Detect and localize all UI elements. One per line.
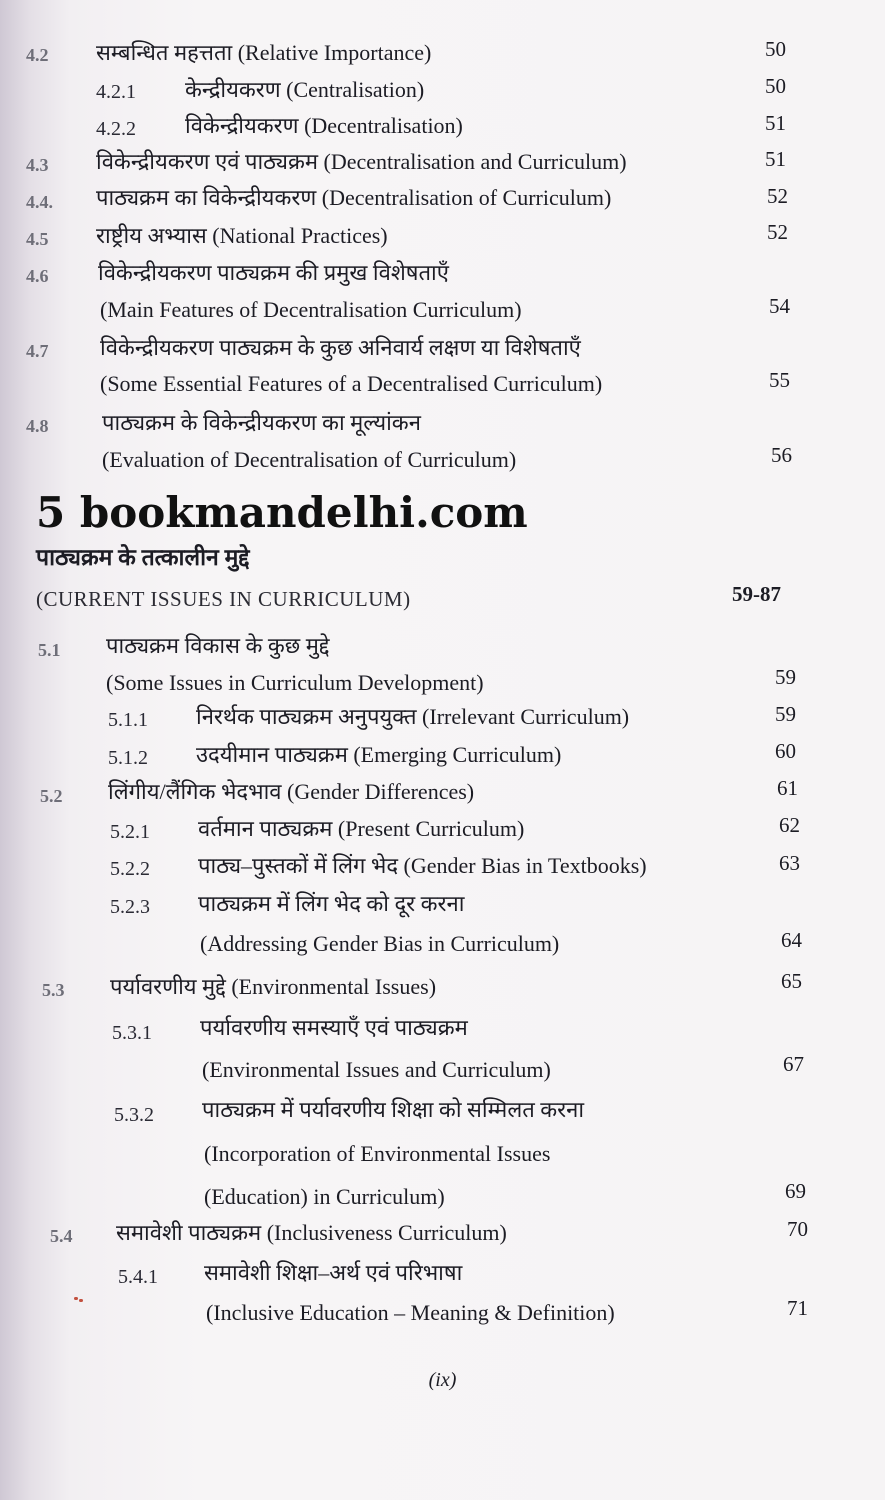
entry-page: 51 [765, 111, 786, 135]
entry-title-english: (Education) in Curriculum) [204, 1184, 445, 1209]
entry-title: उदयीमान पाठ्यक्रम (Emerging Curriculum) [196, 742, 562, 767]
chapter-page-range: 59-87 [732, 582, 781, 606]
entry-page: 61 [777, 776, 798, 800]
entry-title: पाठ्यक्रम के विकेन्द्रीयकरण का मूल्यांकन [102, 410, 421, 435]
entry-number: 4.5 [26, 229, 49, 249]
entry-page: 51 [765, 147, 786, 171]
entry-title: विकेन्द्रीयकरण एवं पाठ्यक्रम (Decentralisation and Curriculum) [96, 149, 627, 174]
entry-title: पाठ्य–पुस्तकों में लिंग भेद (Gender Bias in Textbooks) [198, 853, 647, 878]
entry-title: सम्बन्धित महत्तता (Relative Importance) [96, 40, 432, 65]
entry-title: पाठ्यक्रम विकास के कुछ मुद्दे [106, 633, 330, 658]
entry-title: पर्यावरणीय मुद्दे (Environmental Issues) [110, 974, 437, 999]
entry-page: 56 [771, 443, 792, 467]
entry-subnumber: 5.3.2 [114, 1104, 154, 1126]
entry-title-english: (Main Features of Decentralisation Curriculum) [100, 297, 522, 322]
entry-title-english: (Addressing Gender Bias in Curriculum) [200, 931, 560, 956]
entry-page: 69 [785, 1179, 806, 1203]
entry-page: 65 [781, 969, 802, 993]
entry-number: 4.6 [26, 266, 49, 286]
entry-title: वर्तमान पाठ्यक्रम (Present Curriculum) [198, 816, 525, 841]
entry-page: 50 [765, 74, 786, 98]
entry-title: राष्ट्रीय अभ्यास (National Practices) [96, 223, 388, 248]
entry-number: 5.2 [40, 786, 63, 806]
entry-number: 4.2 [26, 45, 49, 65]
entry-title: विकेन्द्रीयकरण पाठ्यक्रम के कुछ अनिवार्य लक्षण या विशेषताएँ [100, 335, 581, 360]
page-folio: (ix) [428, 1369, 457, 1391]
entry-number: 5.4 [50, 1226, 73, 1246]
entry-title: समावेशी शिक्षा–अर्थ एवं परिभाषा [204, 1260, 463, 1285]
entry-page: 52 [767, 184, 788, 208]
entry-title: लिंगीय/लैंगिक भेदभाव (Gender Differences) [108, 779, 475, 804]
entry-subnumber: 4.2.1 [96, 81, 136, 103]
entry-subnumber: 5.1.2 [108, 747, 148, 769]
entry-page: 55 [769, 368, 790, 392]
entry-title-english: (Some Essential Features of a Decentralised Curriculum) [100, 371, 603, 396]
entry-page: 52 [767, 220, 788, 244]
entry-title: पाठ्यक्रम में लिंग भेद को दूर करना [198, 891, 465, 916]
entry-title: पाठ्यक्रम का विकेन्द्रीयकरण (Decentralisation of Curriculum) [96, 185, 612, 210]
entry-subnumber: 5.2.2 [110, 858, 150, 880]
entry-subnumber: 5.3.1 [112, 1022, 152, 1044]
entry-page: 50 [765, 37, 786, 61]
entry-title: पाठ्यक्रम में पर्यावरणीय शिक्षा को सम्मिलत करना [202, 1097, 585, 1122]
entry-title: विकेन्द्रीयकरण पाठ्यक्रम की प्रमुख विशेषताएँ [98, 260, 449, 285]
entry-number: 4.3 [26, 155, 49, 175]
entry-page: 60 [775, 739, 796, 763]
entry-subnumber: 4.2.2 [96, 118, 136, 140]
entry-title: केन्द्रीयकरण (Centralisation) [185, 77, 425, 102]
entry-subnumber: 5.2.1 [110, 821, 150, 843]
entry-title-english: (Some Issues in Curriculum Development) [106, 670, 484, 695]
entry-number: 5.1 [38, 640, 61, 660]
entry-page: 62 [779, 813, 800, 837]
entry-page: 59 [775, 665, 796, 689]
entry-title: निरर्थक पाठ्यक्रम अनुपयुक्त (Irrelevant Curriculum) [196, 704, 630, 729]
entry-subnumber: 5.1.1 [108, 709, 148, 731]
chapter-title-english: (CURRENT ISSUES IN CURRICULUM) [36, 587, 411, 611]
entry-number: 4.8 [26, 416, 49, 436]
entry-title: पर्यावरणीय समस्याएँ एवं पाठ्यक्रम [200, 1015, 468, 1040]
entry-page: 67 [783, 1052, 804, 1076]
entry-number: 4.7 [26, 341, 49, 361]
entry-page: 64 [781, 928, 802, 952]
entry-number: 4.4. [26, 192, 53, 212]
entry-title-english: (Incorporation of Environmental Issues [204, 1141, 551, 1166]
chapter-title-hindi: पाठ्यक्रम के तत्कालीन मुद्दे [36, 545, 250, 570]
entry-title-english: (Evaluation of Decentralisation of Curriculum) [102, 447, 517, 472]
entry-subnumber: 5.4.1 [118, 1266, 158, 1288]
entry-title: समावेशी पाठ्यक्रम (Inclusiveness Curriculum) [116, 1220, 507, 1245]
chapter-heading: 5 bookmandelhi.com [36, 488, 528, 537]
entry-subnumber: 5.2.3 [110, 896, 150, 918]
entry-page: 63 [779, 851, 800, 875]
entry-page: 71 [787, 1296, 808, 1320]
entry-page: 59 [775, 702, 796, 726]
entry-title-english: (Inclusive Education – Meaning & Definition) [206, 1300, 615, 1325]
entry-page: 54 [769, 294, 790, 318]
entry-title-english: (Environmental Issues and Curriculum) [202, 1057, 551, 1082]
entry-number: 5.3 [42, 980, 65, 1000]
ink-speck [74, 1296, 84, 1302]
entry-title: विकेन्द्रीयकरण (Decentralisation) [185, 113, 463, 138]
entry-page: 70 [787, 1217, 808, 1241]
